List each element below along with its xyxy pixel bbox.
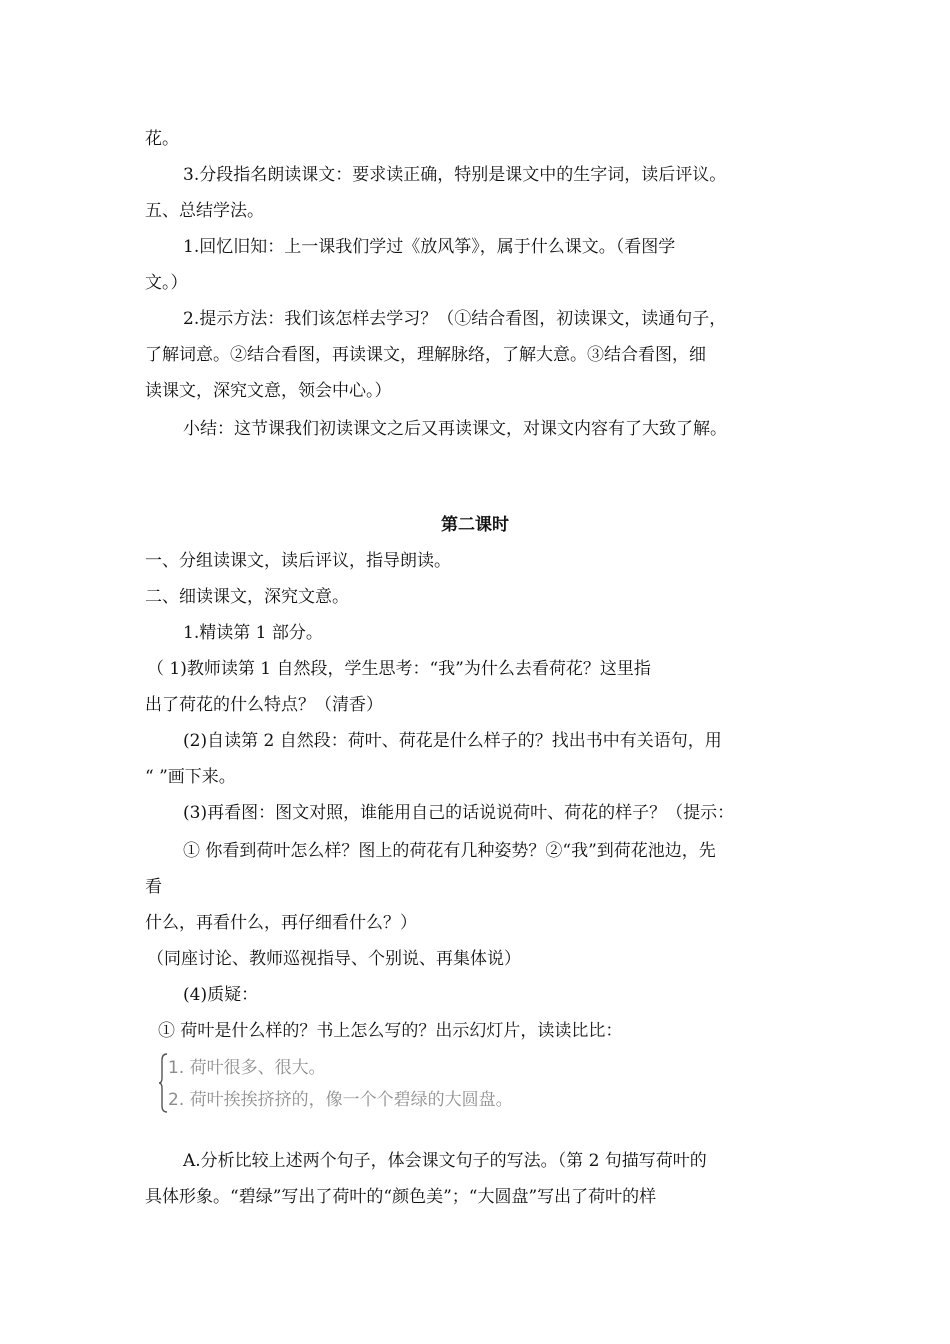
text-line: （同座讨论、教师巡视指导、个别说、再集体说） — [147, 949, 521, 969]
text-line: ① 你看到荷叶怎么样？图上的荷花有几种姿势？②“我”到荷花池边，先 — [183, 841, 716, 861]
section-heading: 一、分组读课文，读后评议，指导朗读。 — [145, 551, 451, 571]
section-heading: 五、总结学法。 — [145, 201, 264, 221]
text-line: A.分析比较上述两个句子，体会课文句子的写法。（第 2 句描写荷叶的 — [183, 1151, 707, 1171]
text-line: 具体形象。“碧绿”写出了荷叶的“颜色美”；“大圆盘”写出了荷叶的样 — [145, 1187, 657, 1207]
text-line: 读课文，深究文意，领会中心。） — [145, 381, 392, 401]
text-line: 什么，再看什么，再仔细看什么？） — [145, 913, 417, 933]
page-title: 第二课时 — [441, 515, 509, 535]
text-line: 小结：这节课我们初读课文之后又再读课文，对课文内容有了大致了解。 — [183, 419, 727, 439]
text-line: （ 1)教师读第 1 自然段，学生思考：“我”为什么去看荷花？这里指 — [147, 659, 651, 679]
text-line: 了解词意。②结合看图，再读课文，理解脉络，了解大意。③结合看图，细 — [145, 345, 706, 365]
section-heading: 二、细读课文，深究文意。 — [145, 587, 349, 607]
text-line: (2)自读第 2 自然段：荷叶、荷花是什么样子的？找出书中有关语句，用 — [183, 731, 722, 751]
text-line: 3.分段指名朗读课文：要求读正确，特别是课文中的生字词，读后评议。 — [183, 165, 727, 185]
text-line: 1.回忆旧知：上一课我们学过《放风筝》，属于什么课文。（看图学 — [183, 237, 676, 257]
text-line: “ ”画下来。 — [145, 767, 236, 787]
text-line: (3)再看图：图文对照，谁能用自己的话说说荷叶、荷花的样子？（提示： — [183, 803, 735, 823]
text-line: 看 — [145, 877, 162, 897]
comparison-sentences — [158, 1052, 578, 1114]
text-line: 文。） — [145, 273, 188, 293]
quote-line: 2. 荷叶挨挨挤挤的，像一个个碧绿的大圆盘。 — [168, 1090, 513, 1110]
text-line: 出了荷花的什么特点？（清香） — [145, 695, 383, 715]
text-line: 花。 — [145, 129, 179, 149]
text-line: (4)质疑： — [183, 985, 259, 1005]
text-line: 2.提示方法：我们该怎样去学习？（①结合看图，初读课文，读通句子， — [183, 309, 727, 329]
quote-line: 1. 荷叶很多、很大。 — [168, 1058, 326, 1078]
text-line: ① 荷叶是什么样的？书上怎么写的？出示幻灯片，读读比比： — [158, 1021, 623, 1041]
text-line: 1.精读第 1 部分。 — [183, 623, 323, 643]
